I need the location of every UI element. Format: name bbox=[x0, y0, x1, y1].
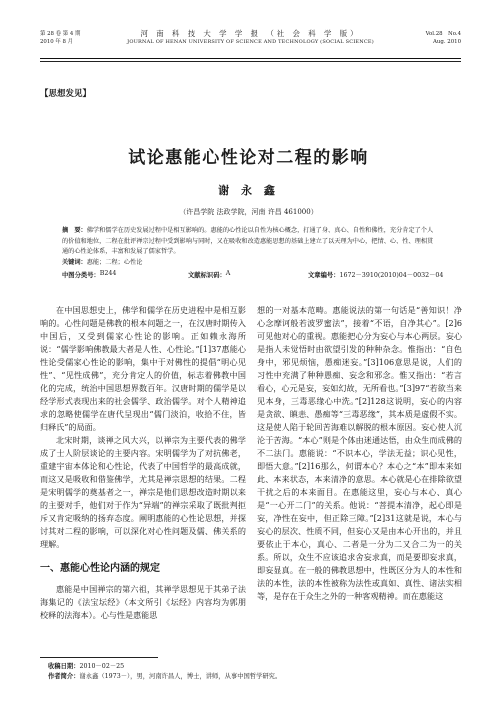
section-heading-1: 一、惠能心性论内涵的规定 bbox=[40, 563, 160, 574]
journal-name-cn: 河 南 科 技 大 学 学 报 （社 会 科 学 版） bbox=[140, 29, 361, 38]
header-vol-no: Vol.28 No.4 bbox=[425, 31, 461, 37]
clc-code: 中图分类号： B244 bbox=[62, 270, 117, 279]
section-tag: 【思想发见】 bbox=[40, 89, 92, 99]
header-rule-thin bbox=[40, 61, 461, 62]
header-rule bbox=[40, 58, 461, 59]
header-month-year: Aug. 2010 bbox=[433, 39, 461, 45]
keywords-label: 关键词： bbox=[62, 258, 87, 266]
header-volume: 第 28 卷 第 4 期 bbox=[40, 31, 81, 37]
abstract-text: 佛学和儒学在历史发展过程中是相互影响的。惠能的心性论以自性为核心概念，打通了身、真心、自性和佛性，充分肯定了个人的价值和地位，二程在批评禅宗过程中受到影响与同时，又在吸收和改造惠能思想的基础上建立了以天理为中心，把情、心、性、理相贯通的心性论体系，丰富和发展了儒家哲学。 bbox=[62, 227, 434, 255]
running-header bbox=[40, 30, 461, 56]
body-paragraph: 在中国思想史上，佛学和儒学在历史进程中是相互影响的。心性问题是佛教的根本问题之一，在汉唐时期传入中国后，又受到儒家心性论的影响。正如赖永海所说：“儒学影响佛教最大者是人性、心性论。”[1]37惠能心性论受儒家心性论的影响，集中于对佛性的提倡“明心见性”、“见性成佛”，充分肯定人的价值，标志着佛教中国化的完成，统治中国思想界数百年。汉唐时期的儒学是以经学形式表现出来的社会儒学、政治儒学。对个人精神追求的忽略使儒学在唐代呈现出“儒门淡泊，收拾不住，皆归释氏”的局面。 bbox=[40, 305, 246, 432]
header-date: 2010 年 8 月 bbox=[40, 39, 74, 45]
footnote-rule bbox=[40, 657, 158, 658]
author-affiliation: （许昌学院 法政学院，河南 许昌 461000） bbox=[179, 208, 318, 216]
abstract-label: 摘 要： bbox=[62, 227, 87, 234]
author-name: 谢 永 鑫 bbox=[218, 184, 279, 197]
article-number: 文章编号： 1672－3910(2010)04－0032－04 bbox=[308, 272, 444, 279]
document-code: 文献标识码： A bbox=[188, 270, 231, 279]
keywords: 惠能；二程；心性论 bbox=[86, 258, 143, 266]
header-volume-en bbox=[426, 30, 461, 46]
footnote bbox=[48, 662, 281, 682]
abstract bbox=[62, 226, 437, 268]
body-paragraph: 惠能是中国禅宗的第六祖，其禅学思想见于其弟子法海集记的《法宝坛经》（本文所引《坛经》内容均为郭朋校释的法海本）。心与性是惠能思 bbox=[40, 584, 246, 620]
article-title: 试论惠能心性论对二程的影响 bbox=[128, 148, 369, 168]
body-column-right bbox=[257, 304, 462, 603]
received-date: 收稿日期：2010－02－25 bbox=[48, 663, 125, 670]
body-column-left bbox=[40, 304, 246, 622]
author-bio: 作者简介：谢永鑫（1973－），男，河南许昌人，博士，讲师，从事中国哲学研究。 bbox=[48, 673, 282, 680]
journal-name-en: JOURNAL OF HENAN UNIVERSITY OF SCIENCE AND TECHNOLOGY (SOCIAL SCIENCE) bbox=[127, 39, 374, 45]
header-journal bbox=[40, 30, 461, 46]
body-paragraph: 想的一对基本范畴。惠能说法的第一句话是“善知识！净心念摩诃般若波罗蜜法”，接着“不语，自净其心”。[2]6可见他对心的重视。惠能把心分为妄心与本心两层。妄心是指人未觉悟时由欲望引发的种种杂念。惟指出：“自色身中，邪见烦恼，愚痴迷妄。”[3]106意思是说，人们的习性中充满了种种愚痴、妄念和邪念。惟又指出：“若言看心，心元是妄，妄如幻故，无所看也。”[3]97“若欲当来见本身，三毒恶缘心中洗。”[2]128这说明，妄心的内容是贪欲、瞋恚、愚痴等“三毒恶缘”，其本质是虚假不实。这是使人陷于轮回苦海难以解脱的根本原因。妄心使人沉沦于苦海。“本心”则是个体由迷通达悟，由众生而成佛的不二法门。惠能说：“不识本心，学法无益；识心见性，即悟大意。”[2]16那么，何谓本心？本心之“本”即本来如此、本来状态，本来清净的意思。本心就是心在排除欲望干扰之后的本来面目。在惠能这里，妄心与本心、真心是“一心开二门”的关系。他说：“菩提本清净，起心即是妄，净性在妄中，但正除三障。”[2]31这就是说，本心与妄心的层次、性质不同，但妄心又是由本心开出的，并且要依止于本心，真心、二者是一分为二又合二为一的关系。所以，众生不应该追求舍妄求真，而是要即妄求真，即妄显真。在一般的佛教思想中，性既区分为人的本性和法的本性，法的本性被称为法性或真如、真性、诸法实相等，是存在于众生之外的一种客观精神。而在惠能这 bbox=[257, 305, 462, 601]
body-paragraph: 北宋时期，谈禅之风大兴，以禅宗为主要代表的佛学成了士人阶层谈论的主要内容。宋明儒学为了对抗佛老，重建宇宙本体论和心性论，代表了中国哲学的最高成就，而这又是吸收和借鉴佛学，尤其是禅宗思想的结果。二程是宋明儒学的奠基者之一，禅宗是他们思想改造时期以来的主要对手，他们对于作为“异端”的禅宗采取了既批判拒斥又肯定吸纳的扬弃态度。阐明惠能的心性论思想，并探讨其对二程的影响，可以深化对心性问题及儒、佛关系的理解。 bbox=[40, 435, 246, 549]
